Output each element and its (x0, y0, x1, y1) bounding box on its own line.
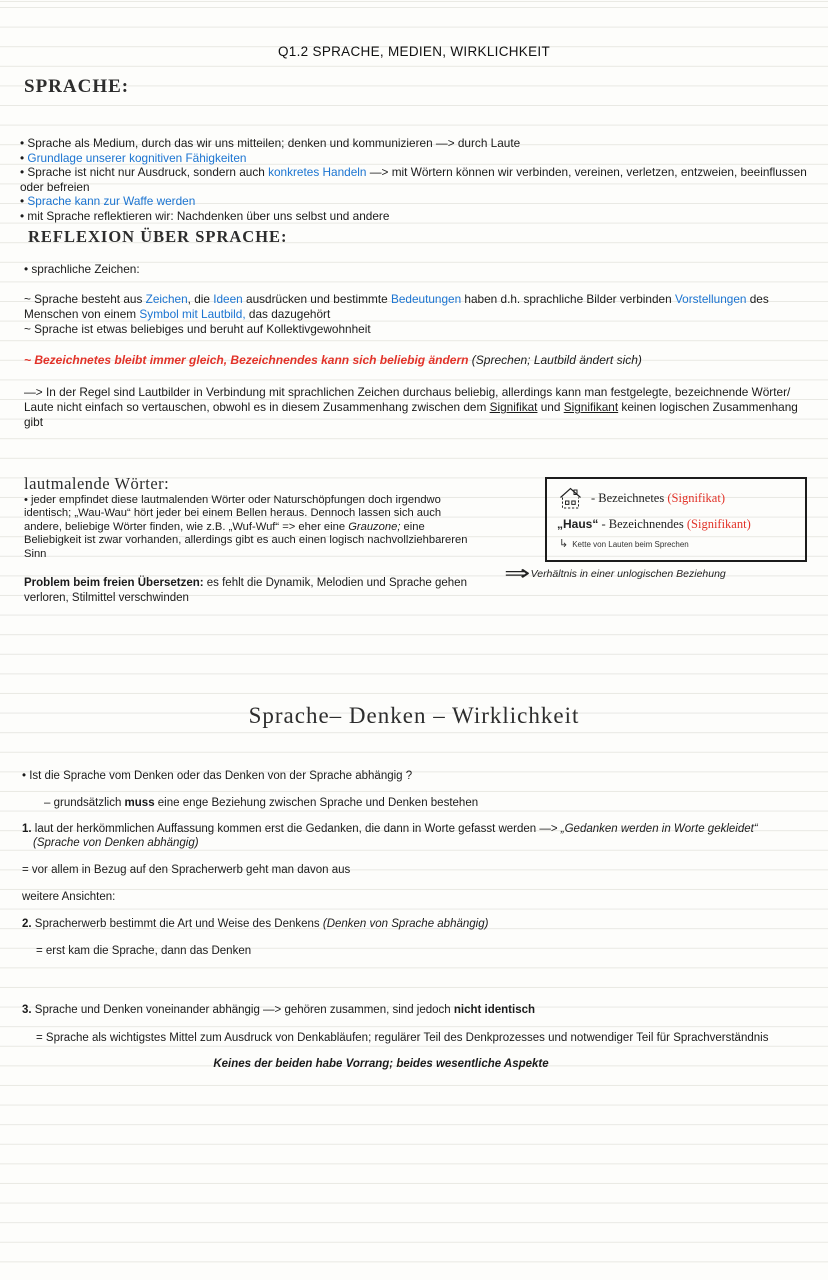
note-text: Verhältnis in einer unlogischen Beziehung (530, 567, 726, 580)
paragraph-sprachliche-zeichen (24, 262, 140, 276)
text-segment: • sprachliche Zeichen: (24, 262, 140, 276)
label-kette: Kette von Lauten beim Sprechen (572, 540, 689, 549)
text-segment: Sprache und Denken voneinander abhängig —> gehören zusammen, sind jedoch (31, 1004, 454, 1016)
text-segment: Signifikat (489, 400, 538, 415)
text-segment: „Haus“ (557, 517, 599, 531)
text-segment: Problem beim freien Übersetzen: (24, 577, 204, 589)
sdw-punkt-3 (22, 1004, 535, 1016)
sdw-punkt-1 (22, 823, 818, 851)
text-segment: eine Beliebigkeit ist zwar vorhanden, allerdings gibt es auch einen logisch nachvollziehbareren Sinn (24, 520, 468, 560)
note-line (20, 165, 812, 194)
text-segment: ~ Sprache besteht aus (24, 292, 146, 306)
sdw-frage (22, 770, 412, 782)
text-segment: es fehlt die Dynamik, Melodien und Sprache gehen verloren, Stilmittel verschwinden (24, 577, 467, 604)
return-arrow-icon: ↳ (559, 538, 569, 550)
text-segment: (Signifikat) (667, 491, 725, 505)
text-segment: —> In der Regel sind Lautbilder in Verbindung mit sprachlichen Zeichen durchaus beliebig, allerdings kann man festgelegte, bezeichnende Wörter/ Laute nicht einfach so vertauschen, obwohl es in diesem Zusammenhang zwischen dem (24, 385, 791, 415)
text-segment: • (20, 150, 28, 165)
text-segment: • Sprache als Medium, durch das wir uns mitteilen; denken und kommunizieren —> durch Laute (20, 136, 521, 150)
text-segment: Grauzone; (348, 520, 401, 533)
text-segment: „Gedanken werden in Worte gekleidet“ (560, 823, 758, 835)
text-segment: nicht identisch (453, 1004, 536, 1016)
box-row-bezeichnetes (557, 485, 725, 512)
note-line (20, 194, 812, 209)
text-segment: = vor allem in Bezug auf den Spracherwerb geht man davon aus (22, 864, 351, 876)
unlogische-beziehung-note (504, 561, 726, 586)
signifikat-box (545, 477, 807, 562)
note-line (20, 151, 812, 166)
sdw-weitere-ansichten (22, 891, 115, 903)
sdw-fazit (20, 1058, 742, 1070)
paragraph-regel (24, 385, 812, 431)
note-line (20, 136, 812, 151)
text-segment: laut der herkömmlichen Auffassung kommen erst die Gedanken, die dann in Worte gefasst werden —> (31, 823, 561, 835)
text-segment: (Sprechen; Lautbild ändert sich) (468, 353, 642, 367)
section-heading-sprache-denken-wirklichkeit: Sprache– Denken – Wirklichkeit (248, 703, 580, 728)
text-segment: —> mit Wörtern können wir verbinden, vereinen, verletzen, entzweien, beeinflussen oder befreien (20, 165, 807, 194)
sdw-punkt-2 (22, 918, 488, 930)
text-segment: Bedeutungen (390, 292, 462, 306)
text-segment: (Denken von Sprache abhängig) (322, 918, 489, 930)
text-segment: weitere Ansichten: (22, 891, 116, 903)
text-segment: ausdrücken und bestimmte (242, 292, 391, 306)
text-segment: • mit Sprache reflektieren wir: Nachdenken über uns selbst und andere (20, 208, 390, 223)
text-segment: und (537, 400, 564, 415)
text-segment: = Sprache als wichtigstes Mittel zum Ausdruck von Denkabläufen; regulärer Teil des Denkprozesses und notwendiger Teil für Sprachverständnis (36, 1032, 769, 1044)
double-arrow-icon: ⇒ (504, 562, 531, 585)
sdw-punkt-2-folge (36, 945, 251, 957)
text-segment: Keines der beiden habe Vorrang; beides wesentliche Aspekte (213, 1058, 549, 1070)
house-icon (557, 485, 584, 512)
text-segment: Vorstellungen (674, 292, 747, 306)
label-bezeichnetes (591, 491, 725, 506)
text-segment: Grundlage unserer kognitiven Fähigkeiten (27, 150, 247, 165)
sdw-grundsatz (44, 797, 478, 809)
box-row-kette (559, 539, 689, 550)
note-line (22, 823, 818, 837)
text-segment: konkretes Handeln (268, 165, 367, 180)
paragraph-zeichen-block (24, 292, 812, 338)
sprache-bullet-list (20, 136, 812, 224)
sdw-punkt-3-folge (36, 1032, 818, 1046)
text-segment: – grundsätzlich (44, 797, 125, 809)
text-segment: , die (187, 292, 214, 306)
sdw-punkt-1-folge (22, 864, 350, 876)
text-segment: ~ Bezeichnetes bleibt immer gleich, Bezeichnendes kann sich beliebig ändern (24, 353, 469, 367)
text-segment: eine enge Beziehung zwischen Sprache und Denken bestehen (154, 797, 479, 809)
text-segment: - Bezeichnendes (598, 517, 687, 531)
text-segment: - Bezeichnetes (591, 491, 668, 505)
section-heading-lautmalende: lautmalende Wörter: (24, 474, 170, 493)
text-segment: • jeder empfindet diese lautmalenden Wörter oder Naturschöpfungen doch irgendwo identisch; „Wau-Wau“ hört jeder bei einem Bellen heraus. Dennoch lassen sich auch andere, beliebige Wörter finden, wie z.B. „Wuf-Wuf“ => eher eine (24, 494, 442, 533)
text-segment: 1. (22, 823, 32, 835)
text-segment: = erst kam die Sprache, dann das Denken (36, 945, 252, 957)
section-heading-reflexion: REFLEXION ÜBER SPRACHE: (28, 227, 288, 246)
text-segment: • Sprache ist nicht nur Ausdruck, sondern auch (20, 165, 269, 180)
text-segment: muss (124, 797, 155, 809)
text-segment: 2. (22, 918, 32, 930)
text-segment: Sprache kann zur Waffe werden (27, 194, 196, 209)
text-segment: Spracherwerb bestimmt die Art und Weise des Denkens (31, 918, 323, 930)
paragraph-merksatz (24, 353, 642, 367)
text-segment: Zeichen (145, 292, 188, 306)
text-segment: ~ Sprache ist etwas beliebiges und beruht auf Kollektivgewohnheit (24, 322, 371, 337)
paragraph-zeichen (24, 292, 812, 322)
paragraph-beliebig (24, 322, 812, 337)
paragraph-problem-uebersetzen (24, 576, 496, 605)
text-segment: das dazugehört (245, 307, 331, 322)
text-segment: 3. (22, 1004, 32, 1016)
text-segment: (Signifikant) (686, 517, 751, 531)
page-title: Q1.2 SPRACHE, MEDIEN, WIRKLICHKEIT (278, 44, 550, 59)
text-segment: keinen logischen Zusammenhang gibt (24, 400, 798, 430)
text-segment: haben d.h. sprachliche Bilder verbinden (461, 292, 675, 306)
section-heading-sprache: SPRACHE: (24, 76, 130, 97)
box-row-bezeichnendes (557, 517, 751, 532)
text-segment: Signifikant (563, 400, 619, 415)
text-segment: • Ist die Sprache vom Denken oder das Denken von der Sprache abhängig ? (22, 770, 413, 782)
text-segment: (Sprache von Denken abhängig) (33, 836, 199, 849)
note-line (20, 209, 812, 224)
text-segment: • (20, 194, 28, 209)
paragraph-lautmalende (24, 494, 476, 561)
text-segment: Symbol mit Lautbild, (139, 307, 246, 322)
text-segment: Ideen (213, 292, 243, 306)
note-line (22, 837, 818, 851)
text-segment: des Menschen von einem (24, 292, 769, 322)
